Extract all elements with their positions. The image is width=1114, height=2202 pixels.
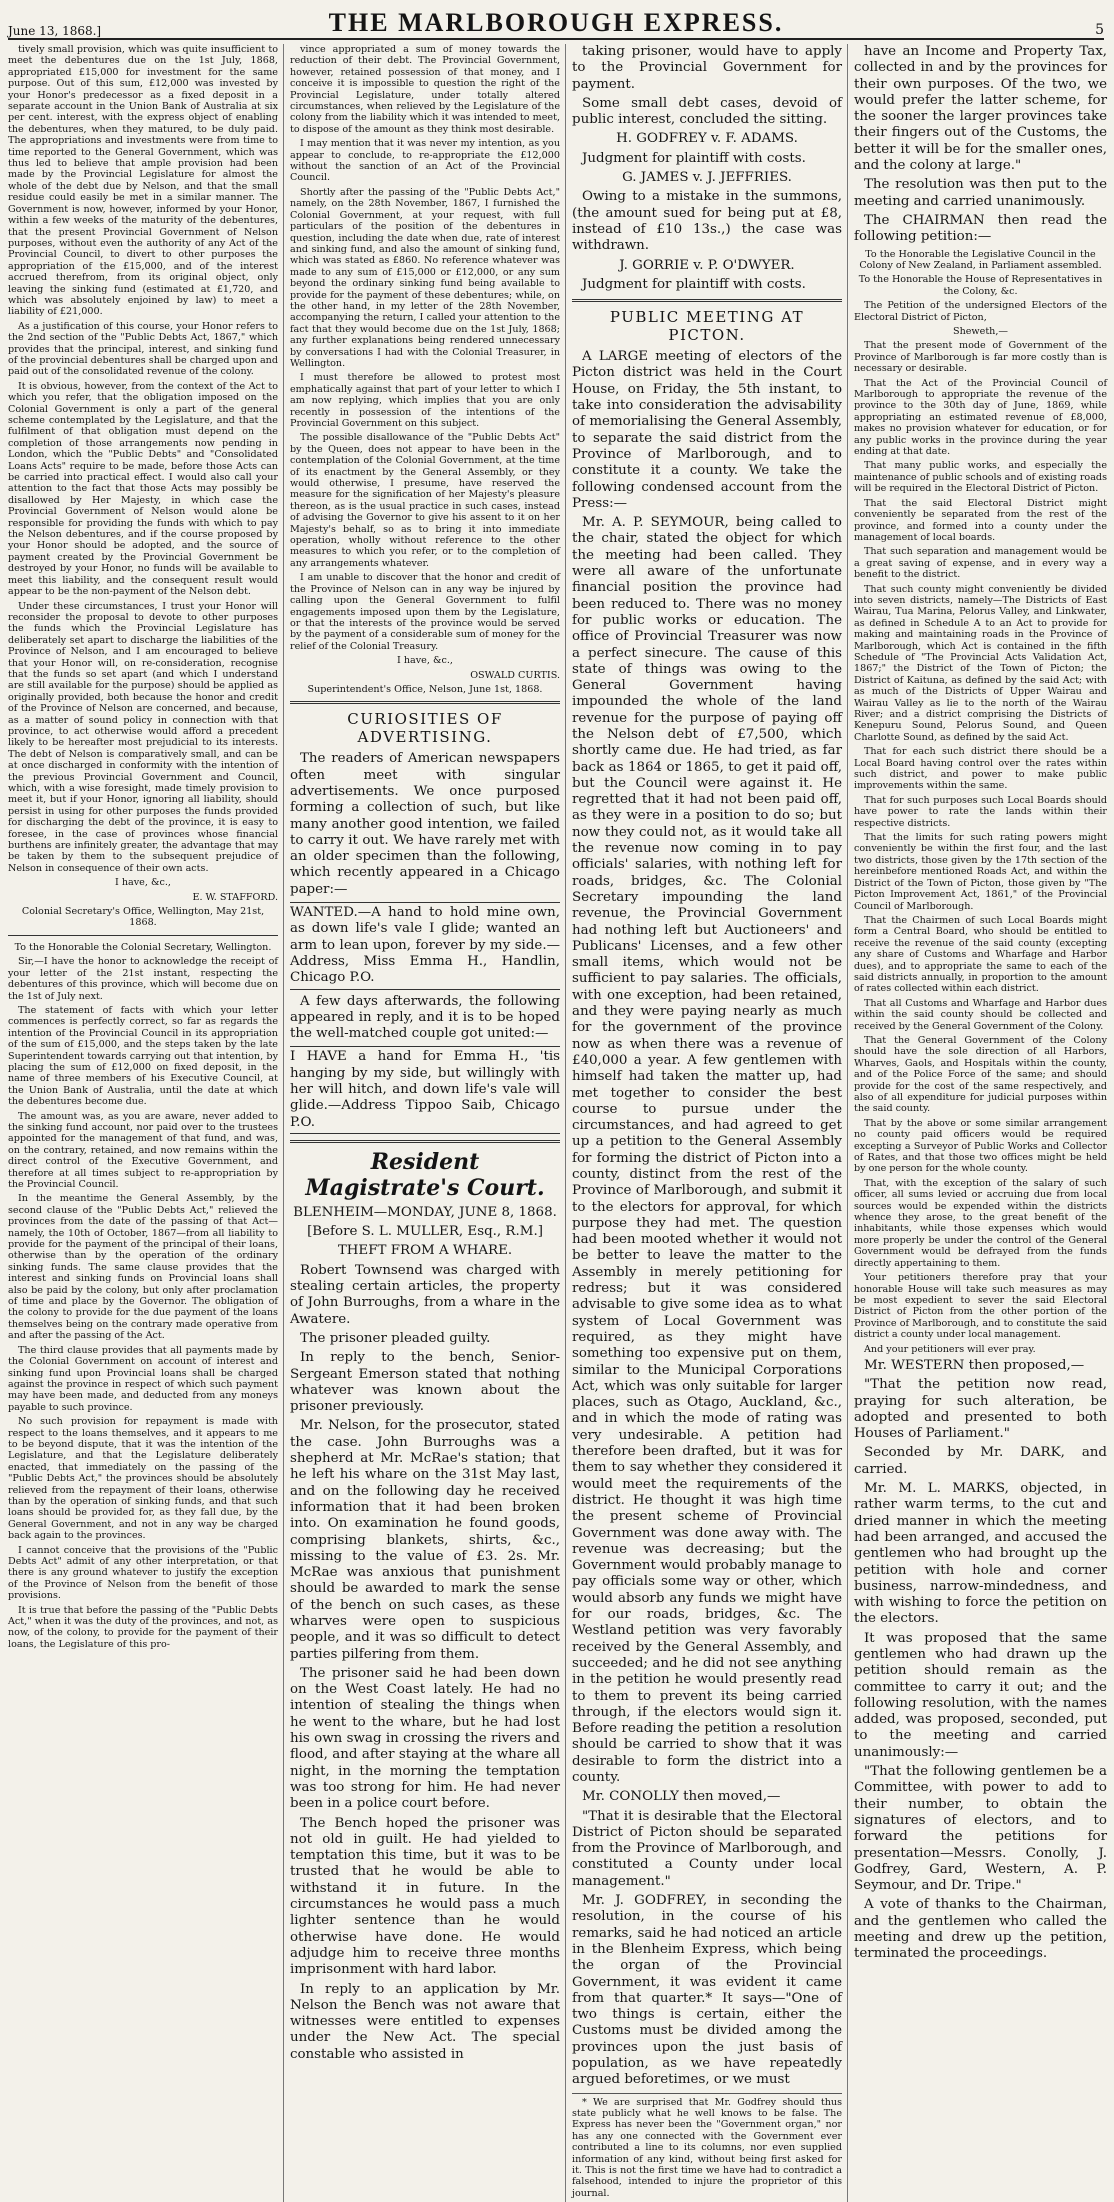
- divider: [290, 701, 560, 704]
- article-paragraph: The CHAIRMAN then read the following petition:—: [854, 212, 1107, 245]
- article-paragraph: In reply to an application by Mr. Nelson the Bench was not aware that witnesses were entitled to expenses under the New Act. The special constable who assisted in: [290, 1981, 560, 2062]
- petition-paragraph: That all Customs and Wharfage and Harbor dues within the said county should be collected and received by the General Government of the Colony.: [854, 997, 1107, 1032]
- petition-paragraph: That such county might conveniently be divided into seven districts, namely—The Districts of East Wairau, Tua Marina, Pelorus Valley, and Linkwater, as defined in Schedule A to an Act to provide for making and maintaining roads in the Province of Marlborough, which Act is contained in the fifth Schedule of "The Provincial Acts Validation Act, 1867;" the District of the Town of Picton; the District of Kaituna, as defined by the said Act; with as much of the Districts of Upper Wairau and Wairau Valley as lie to the north of the Wairau River; and a district comprising the Districts of Kenepuru Sound, Pelorus Sound, and Queen Charlotte Sound, as defined by the said Act.: [854, 583, 1107, 743]
- article-paragraph: Robert Townsend was charged with stealing certain articles, the property of John Burroughs, from a whare in the Awatere.: [290, 1262, 560, 1327]
- divider: [290, 1140, 560, 1143]
- article-paragraph: The statement of facts with which your letter commences is perfectly correct, so far as regards the intention of the Provincial Council in its appropriation of the sum of £15,000, and the steps taken by the late Superintendent towards carrying out that intention, by placing the sum of £12,000 on fixed deposit, in the name of three members of his Executive Council, at the Union Bank of Australia, until the date at which the debentures become due.: [8, 1004, 278, 1108]
- case-heading: H. GODFREY v. F. ADAMS.: [616, 131, 798, 147]
- petition-paragraph: That by the above or some similar arrangement no county paid officers would be required excepting a Surveyor of Public Works and Collector of Rates, and that those two offices might be held by one person for the whole county.: [854, 1117, 1107, 1175]
- article-paragraph: In the meantime the General Assembly, by the second clause of the "Public Debts Act," relieved the provinces from the date of the passing of that Act—namely, the 10th of October, 1867—from all liability to provide for the payment of the principal of their loans, otherwise than by the operation of the ordinary sinking funds. The same clause provides that the interest and sinking funds on Provincial loans shall also be paid by the colony, but only after proclamation of time and place by the Governor. The obligation of the colony to provide for the due payment of the loans themselves being on the contrary made operative from and after the passing of the Act.: [8, 1193, 278, 1342]
- quoted-resolution: "That the petition now read, praying for such alteration, be adopted and presented to both Houses of Parliament.": [854, 1377, 1107, 1442]
- article-paragraph: It was proposed that the same gentlemen who had drawn up the petition should remain as the committee to carry it out; and the following resolution, with the names added, was proposed, seconded, put to the meeting and carried unanimously:—: [854, 1630, 1107, 1760]
- footnote: [572, 2093, 842, 2200]
- petition-paragraph: That the limits for such rating powers might conveniently be within the first four, and the last two districts, those given by the 17th section of the hereinbefore mentioned Roads Act, and within the District of the Town of Picton, those given by "The Picton Improvement Act, 1861," of the Provincial Council of Marlborough.: [854, 832, 1107, 912]
- quoted-advertisement: WANTED.—A hand to hold mine own, as down life's vale I glide; wanted an arm to lean upon, forever by my side.—Address, Miss Emma H., Handlin, Chicago P.O.: [290, 902, 560, 989]
- article-paragraph: Judgment for plaintiff with costs.: [582, 150, 806, 166]
- article-paragraph: vince appropriated a sum of money towards the reduction of their debt. The Provincial Government, however, retained possession of that money, and I conceive it is impossible to question the right of the Provincial Legislature, under totally altered circumstances, when relieved by the Legislature of the colony from the liability which it was intended to meet, to dispose of the amount as they think most desirable.: [290, 44, 560, 135]
- article-paragraph: Mr. WESTERN then proposed,—: [864, 1357, 1085, 1373]
- letter-dateline: Superintendent's Office, Nelson, June 1st, 1868.: [307, 683, 543, 695]
- article-paragraph: No such provision for repayment is made with respect to the loans themselves, and it appears to me to be beyond dispute, that it was the intention of the Legislature, and that the Legislature deliberately enacted, that immediately on the passing of the "Public Debts Act," the provinces should be absolutely relieved from the repayment of their loans, otherwise than by the operation of sinking funds, and that such loans should be provided for, as they fall due, by the General Government, and not in any way be charged back again to the provinces.: [8, 1416, 278, 1542]
- court-dateline: BLENHEIM—MONDAY, JUNE 8, 1868.: [293, 1204, 557, 1220]
- article-paragraph: I must therefore be allowed to protest most emphatically against that part of your letter to which I am now replying, which implies that you are only recently in possession of the intentions of the Provincial Government on this subject.: [290, 372, 560, 429]
- petition-paragraph: That, with the exception of the salary of such officer, all sums levied or accruing due from local sources would be expended within the districts whence they arose, to the great benefit of the inhabitants, while those expenses which would more properly be under the control of the General Government would be defrayed from the funds directly appertaining to them.: [854, 1177, 1107, 1269]
- article-paragraph: Some small debt cases, devoid of public interest, concluded the sitting.: [572, 95, 842, 128]
- letter-dateline: Colonial Secretary's Office, Wellington, May 21st, 1868.: [21, 906, 265, 929]
- masthead: [8, 4, 1104, 40]
- article-paragraph: A few days afterwards, the following appeared in reply, and it is to be hoped the well-matched couple got united:—: [290, 993, 560, 1042]
- article-paragraph: The readers of American newspapers often meet with singular advertisements. We once purposed forming a collection of such, but like many another good intention, we failed to carry it out. We have rarely met with an older specimen than the following, which recently appeared in a Chicago paper:—: [290, 751, 560, 897]
- columns: [8, 44, 1107, 2199]
- article-paragraph: I am unable to discover that the honor and credit of the Province of Nelson can in any way be injured by calling upon the General Government to fulfil engagements imposed upon them by the Legislature, or that the interests of the province would be served by the payment of a considerable sum of money for the relief of the Colonial Treasury.: [290, 572, 560, 652]
- article-paragraph: have an Income and Property Tax, collected in and by the provinces for their own purposes. Of the two, we would prefer the latter scheme, for the sooner the larger provinces take their fingers out of the Customs, the better it will be for the smaller ones, and the colony at large.": [854, 44, 1107, 174]
- case-heading: THEFT FROM A WHARE.: [337, 1243, 513, 1259]
- newspaper-title: THE MARLBOROUGH EXPRESS.: [328, 8, 784, 37]
- letter-signature: OSWALD CURTIS.: [470, 669, 560, 681]
- article-paragraph: It is obvious, however, from the context of the Act to which you refer, that the obligation imposed on the Colonial Government is only a part of the general scheme contemplated by the Legislature, and that the fulfilment of that obligation must depend on the completion of those arrangements now pending in London, which the "Public Debts" and "Consolidated Loans Acts" require to be made, before those Acts can be carried into practical effect. I would also call your attention to the fact that those Acts may possibly be disallowed by Her Majesty, in which case the Provincial Government of Nelson would alone be responsible for providing the funds with which to pay the Nelson debentures, and if the course proposed by your Honor should be adopted, and the source of payment created by the Provincial Government be destroyed by your Honor, no funds will be available to meet this liability, and the consequent result would appear to be the non-payment of the Nelson debt.: [8, 380, 278, 598]
- column-4: [854, 44, 1112, 2202]
- article-paragraph: The amount was, as you are aware, never added to the sinking fund account, nor paid over to the trustees appointed for the management of that fund, and was, on the contrary, retained, and now remains within the direct control of the Executive Government, and therefore at all times subject to re-appropriation by the Provincial Council.: [8, 1110, 278, 1190]
- issue-date: June 13, 1868.]: [8, 24, 102, 38]
- court-magistrate: [Before S. L. MULLER, Esq., R.M.]: [307, 1224, 543, 1240]
- footnote-text: * We are surprised that Mr. Godfrey should thus state publicly what he well knows to be false. The Express has never been the "Government organ," nor has any one connected with the Government ever contributed a line to its columns, nor even supplied information of any kind, without being first asked for it. This is not the first time we have had to contradict a falsehood, intended to injure the proprietor of this journal.: [572, 2096, 842, 2199]
- petition-paragraph: That the Chairmen of such Local Boards might form a Central Board, who should be entitled to receive the revenue of the said county (excepting any share of Customs and Wharfage and Harbor dues), and to appropriate the same to each of the said districts annually, in proportion to the amount of rates collected within each district.: [854, 914, 1107, 995]
- letter-signature: E. W. STAFFORD.: [192, 891, 278, 903]
- article-paragraph: Mr. A. P. SEYMOUR, being called to the chair, stated the object for which the meeting had been called. They were all aware of the unfortunate financial position the province had been reduced to. There was no money for public works or education. The office of Provincial Treasurer was now a perfect sinecure. The cause of this state of things was owing to the General Government having impounded the whole of the land revenue for the purpose of paying off the Nelson debt of £7,500, which shortly came due. He had tried, as far back as 1864 or 1865, to get it paid off, but the Council were against it. He regretted that it had not been paid off, as they were in a position to do so; but now they could not, as it would take all the revenue now coming in to pay officials' salaries, with nothing left for roads, bridges, &c. The Colonial Secretary impounding the land revenue, the Provincial Government had nothing left but Auctioneers' and Publicans' Licenses, and a few other small items, which would not be sufficient to pay salaries. The officials, with one exception, had been retained, and they were paying nearly as much for the government of the province now as when there was a revenue of £40,000 a year. A few gentlemen with himself had taken the matter up, had met together to consider the best course to pursue under the circumstances, and had agreed to get up a petition to the General Assembly for forming the district of Picton into a county, distinct from the rest of the Province of Marlborough, and submit it to the electors for approval, for which purpose they had met. The question had been mooted whether it would not be better to leave the matter to the Assembly in merely petitioning for redress; but it was considered advisable to give some idea as to what system of Local Government was required, as they might have something too expensive put on them, similar to the Municipal Corporations Act, which was only suitable for larger places, such as Otago, Auckland, &c., and in which the mode of rating was very undesirable. A petition had therefore been drafted, but it was for them to say whether they considered it would meet the requirements of the district. He thought it was high time the present scheme of Provincial Government was done away with. The revenue was decreasing; but the Government would probably manage to pay officials some way or other, which would absorb any funds we might have for our roads, bridges, &c. The Westland petition was very favorably received by the General Assembly, and succeeded; and he did not see anything in the petition he would presently read to them to prevent its being carried through, if the electors would sign it. Before reading the petition a resolution should be carried to show that it was desirable to form the district into a county.: [572, 515, 842, 1785]
- petition-paragraph: Your petitioners therefore pray that your honorable House will take such measures as may be most expedient to sever the said Electoral District of Picton from the other portion of the Province of Marlborough, and to constitute the said district a county under local management.: [854, 1272, 1107, 1341]
- petition-paragraph: That the General Government of the Colony should have the sole direction of all Harbors, Wharves, Gaols, and Hospitals within the county, and of the Police Force of the same; and should provide for the cost of the same respectively, and also of all expenditure for judicial purposes within the said county.: [854, 1034, 1107, 1115]
- quoted-advertisement: I HAVE a hand for Emma H., 'tis hanging by my side, but willingly with her will hitch, and down life's vale will glide.—Address Tippoo Saib, Chicago P.O.: [290, 1046, 560, 1133]
- article-paragraph: It is true that before the passing of the "Public Debts Act," when it was the duty of the provinces, and not, as now, of the colony, to provide for the payment of their loans, the Legislature of this pro-: [8, 1604, 278, 1650]
- article-paragraph: Mr. J. GODFREY, in seconding the resolution, in the course of his remarks, said he had noticed an article in the Blenheim Express, which being the organ of the Provincial Government, it was evident it came from that quarter.* It says—"One of two things is certain, either the Customs must be divided among the provinces upon the just basis of population, as we have repeatedly argued beforetimes, or we must: [572, 1893, 842, 2088]
- article-paragraph: As a justification of this course, your Honor refers to the 2nd section of the "Public Debts Act, 1867," which provides that the principal, interest, and sinking fund of the provincial debentures shall be charged upon and paid out of the consolidated revenue of the colony.: [8, 320, 278, 378]
- quoted-resolution: "That the following gentlemen be a Committee, with power to add to their number, to obtain the signatures of electors, and to forward the petitions for presentation—Messrs. Conolly, J. Godfrey, Gard, Western, A. P. Seymour, and Dr. Tripe.": [854, 1764, 1107, 1894]
- page-number: 5: [1095, 22, 1104, 38]
- column-2: [290, 44, 566, 2202]
- article-paragraph: I may mention that it was never my intention, as you appear to conclude, to re-appropriate the £12,000 without the sanction of an Act of the Provincial Council.: [290, 138, 560, 184]
- article-paragraph: tively small provision, which was quite insufficient to meet the debentures due on the 1st July, 1868, appropriated £15,000 for investment for the same purpose. Out of this sum, £12,000 was invested by your Honor's predecessor as a fixed deposit in a separate account in the Union Bank of Australia at six per cent. interest, with the express object of enabling the debentures, when they matured, to be duly paid. The appropriations and investments were from time to time reported to the General Government, which was thus led to believe that ample provision had been made by the Provincial Legislature for almost the whole of the debt due by Nelson, and that the small residue could easily be met in a similar manner. The Government is now, however, informed by your Honor, within a few weeks of the maturity of the debentures, that the present Provincial Government of Nelson purposes, without even the authority of any Act of the Provincial Council, to divert to other purposes the appropriation of the £15,000, and of the interest accrued therefrom, from its original object, only leaving the sinking fund (estimated at £1,720, and which was absolutely enjoined by law) to meet a liability of £21,000.: [8, 44, 278, 318]
- article-paragraph: A vote of thanks to the Chairman, and the gentlemen who called the meeting and drew up the petition, terminated the proceedings.: [854, 1897, 1107, 1962]
- case-heading: J. GORRIE v. P. O'DWYER.: [619, 257, 795, 273]
- quoted-resolution: "That it is desirable that the Electoral District of Picton should be separated from the Province of Marlborough, and constituted a County under local management.": [572, 1808, 842, 1889]
- article-paragraph: taking prisoner, would have to apply to the Provincial Government for payment.: [572, 44, 842, 92]
- letter-closing: I have, &c.,: [115, 877, 171, 889]
- article-paragraph: The Bench hoped the prisoner was not old in guilt. He had yielded to temptation this time, but it was to be trusted that he would be able to withstand it in future. In the circumstances he would pass a much lighter sentence than he would otherwise have done. He would adjudge him to receive three months imprisonment with hard labor.: [290, 1815, 560, 1978]
- petition-paragraph: That for each such district there should be a Local Board having control over the rates within such district, and power to make public improvements within the same.: [854, 746, 1107, 792]
- section-heading-advertising: CURIOSITIES OF ADVERTISING.: [347, 710, 503, 747]
- petition-address: To the Honorable the Legislative Council in the Colony of New Zealand, in Parliament assembled.: [859, 248, 1102, 271]
- article-paragraph: Mr. CONOLLY then moved,—: [582, 1789, 781, 1805]
- article-paragraph: Shortly after the passing of the "Public Debts Act," namely, on the 28th November, 1867, I furnished the Colonial Government, at your request, with full particulars of the position of the debentures in question, including the date when due, rate of interest and sinking fund, and also the amount of sinking fund, which was stated as £860. No reference whatever was made to any sum of £15,000 or £12,000, or any sum beyond the ordinary sinking fund being available to provide for the payment of these debentures; while, on the other hand, in my letter of the 28th November, accompanying the return, I called your attention to the fact that they would become due on the 1st July, 1868; any further explanations being rendered unnecessary by conversations I had with the Colonial Treasurer, in Wellington.: [290, 186, 560, 369]
- petition-paragraph: That many public works, and especially the maintenance of public schools and of existing roads will be required in the Electoral District of Picton.: [854, 460, 1107, 495]
- article-paragraph: Sir,—I have the honor to acknowledge the receipt of your letter of the 21st instant, respecting the debentures of this province, which will become due on the 1st of July next.: [8, 956, 278, 1002]
- article-paragraph: In reply to the bench, Senior-Sergeant Emerson stated that nothing whatever was known about the prisoner previously.: [290, 1350, 560, 1415]
- petition-paragraph: The Petition of the undersigned Electors of the Electoral District of Picton,: [854, 300, 1107, 323]
- article-paragraph: Owing to a mistake in the summons, (the amount sued for being put at £8, instead of £10 13s.,) the case was withdrawn.: [572, 189, 842, 254]
- divider: [8, 935, 278, 936]
- petition-address: To the Honorable the House of Representatives in the Colony, &c.: [858, 274, 1103, 297]
- case-heading: G. JAMES v. J. JEFFRIES.: [622, 170, 792, 186]
- petition-paragraph: That the present mode of Government of the Province of Marlborough is far more costly than is necessary or desirable.: [854, 340, 1107, 375]
- article-paragraph: The prisoner said he had been down on the West Coast lately. He had no intention of stealing the things when he went to the whare, but he had lost his own swag in crossing the rivers and flood, and after staying at the whare all night, in the morning the temptation was too strong for him. He had never been in a police court before.: [290, 1665, 560, 1812]
- article-paragraph: The prisoner pleaded guilty.: [300, 1330, 491, 1346]
- article-paragraph: Under these circumstances, I trust your Honor will reconsider the proposal to devote to other purposes the funds which the Provincial Legislature has deliberately set apart to discharge the liabilities of the Province of Nelson, and I am encouraged to believe that your Honor will, on re-consideration, recognise that the funds so set apart (and which I understand are still available for the purpose) should be applied as originally provided, both because the honor and credit of the Province of Nelson are concerned, and because, as a matter of sound policy in connection with that province, to act otherwise would afford a precedent likely to be hereafter most prejudicial to its interests. The debt of Nelson is comparatively small, and can be at once discharged in conformity with the intention of the previous Provincial Government and Council, which, with a wise foresight, made timely provision to meet it, but if your Honor, ignoring all liability, should persist in using for other purposes the funds provided for discharging the debt of the province, it is easy to foresee, in the case of provinces whose financial burthens are infinitely greater, the advantage that may be taken by them to the subsequent prejudice of Nelson in consequence of their own acts.: [8, 600, 278, 874]
- article-paragraph: Judgment for plaintiff with costs.: [582, 276, 806, 292]
- divider: [572, 299, 842, 302]
- petition-paragraph: Sheweth,—: [953, 326, 1008, 337]
- article-paragraph: Mr. M. L. MARKS, objected, in rather warm terms, to the cut and dried manner in which the meeting had been arranged, and accused the gentlemen who had brought up the petition with hole and corner business, narrow-mindedness, and with wishing to force the petition on the electors.: [854, 1481, 1107, 1627]
- letter-address: To the Honorable the Colonial Secretary, Wellington.: [14, 941, 272, 953]
- article-paragraph: Mr. Nelson, for the prosecutor, stated the case. John Burroughs was a shepherd at Mr. McRae's station; that he left his whare on the 31st May last, and on the following day he received information that it had been broken into. On examination he found goods, comprising blankets, shirts, &c., missing to the value of £3. 2s. Mr. McRae was anxious that punishment should be awarded to mark the sense of the bench on such cases, as these wharves were open to suspicious people, and it was so difficult to detect parties pilfering from them.: [290, 1418, 560, 1662]
- article-paragraph: The possible disallowance of the "Public Debts Act" by the Queen, does not appear to have been in the contemplation of the Colonial Government, at the time of its enactment by the General Assembly, or they would otherwise, I presume, have reserved the measure for the signification of her Majesty's pleasure thereon, as is the usual practice in such cases, instead of advising the Governor to give his assent to it on her Majesty's behalf, so as to bring it into immediate operation, wholly without reference to the other measures to which you refer, or to the completion of any arrangements whatever.: [290, 432, 560, 569]
- article-paragraph: The third clause provides that all payments made by the Colonial Government on account of interest and sinking fund upon Provincial loans shall be charged against the province in respect of which such payment may have been made, and deducted from any moneys payable to such province.: [8, 1344, 278, 1413]
- article-paragraph: Seconded by Mr. DARK, and carried.: [854, 1445, 1107, 1477]
- section-heading-picton: PUBLIC MEETING AT PICTON.: [609, 308, 805, 345]
- column-1: [8, 44, 284, 2202]
- article-paragraph: A LARGE meeting of electors of the Picton district was held in the Court House, on Friday, the 5th instant, to take into consideration the advisability of memorialising the General Assembly, to separate the said district from the Province of Marlborough, and to constitute it a county. We take the following condensed account from the Press:—: [572, 349, 842, 511]
- petition-paragraph: That for such purposes such Local Boards should have power to rate the lands within their respective districts.: [854, 794, 1107, 829]
- petition-paragraph: That the Act of the Provincial Council of Marlborough to appropriate the revenue of the province to the 30th day of June, 1869, while appropriating an estimated revenue of £8,000, makes no provision whatever for education, or for any public works in the province during the year ending at that date.: [854, 377, 1107, 458]
- article-paragraph: The resolution was then put to the meeting and carried unanimously.: [854, 177, 1107, 209]
- article-paragraph: I cannot conceive that the provisions of the "Public Debts Act" admit of any other interpretation, or that there is any ground whatever to justify the exception of the Province of Nelson from the benefit of those provisions.: [8, 1544, 278, 1602]
- section-heading-court: Resident Magistrate's Court.: [305, 1148, 545, 1201]
- column-3: [572, 44, 848, 2202]
- petition-paragraph: That such separation and management would be a great saving of expense, and in every way a benefit to the district.: [854, 546, 1107, 581]
- letter-closing: I have, &c.,: [397, 655, 453, 667]
- petition-paragraph: And your petitioners will ever pray.: [864, 1343, 1036, 1355]
- petition-paragraph: That the said Electoral District might conveniently be separated from the rest of the province, and formed into a county under the management of local boards.: [854, 497, 1107, 543]
